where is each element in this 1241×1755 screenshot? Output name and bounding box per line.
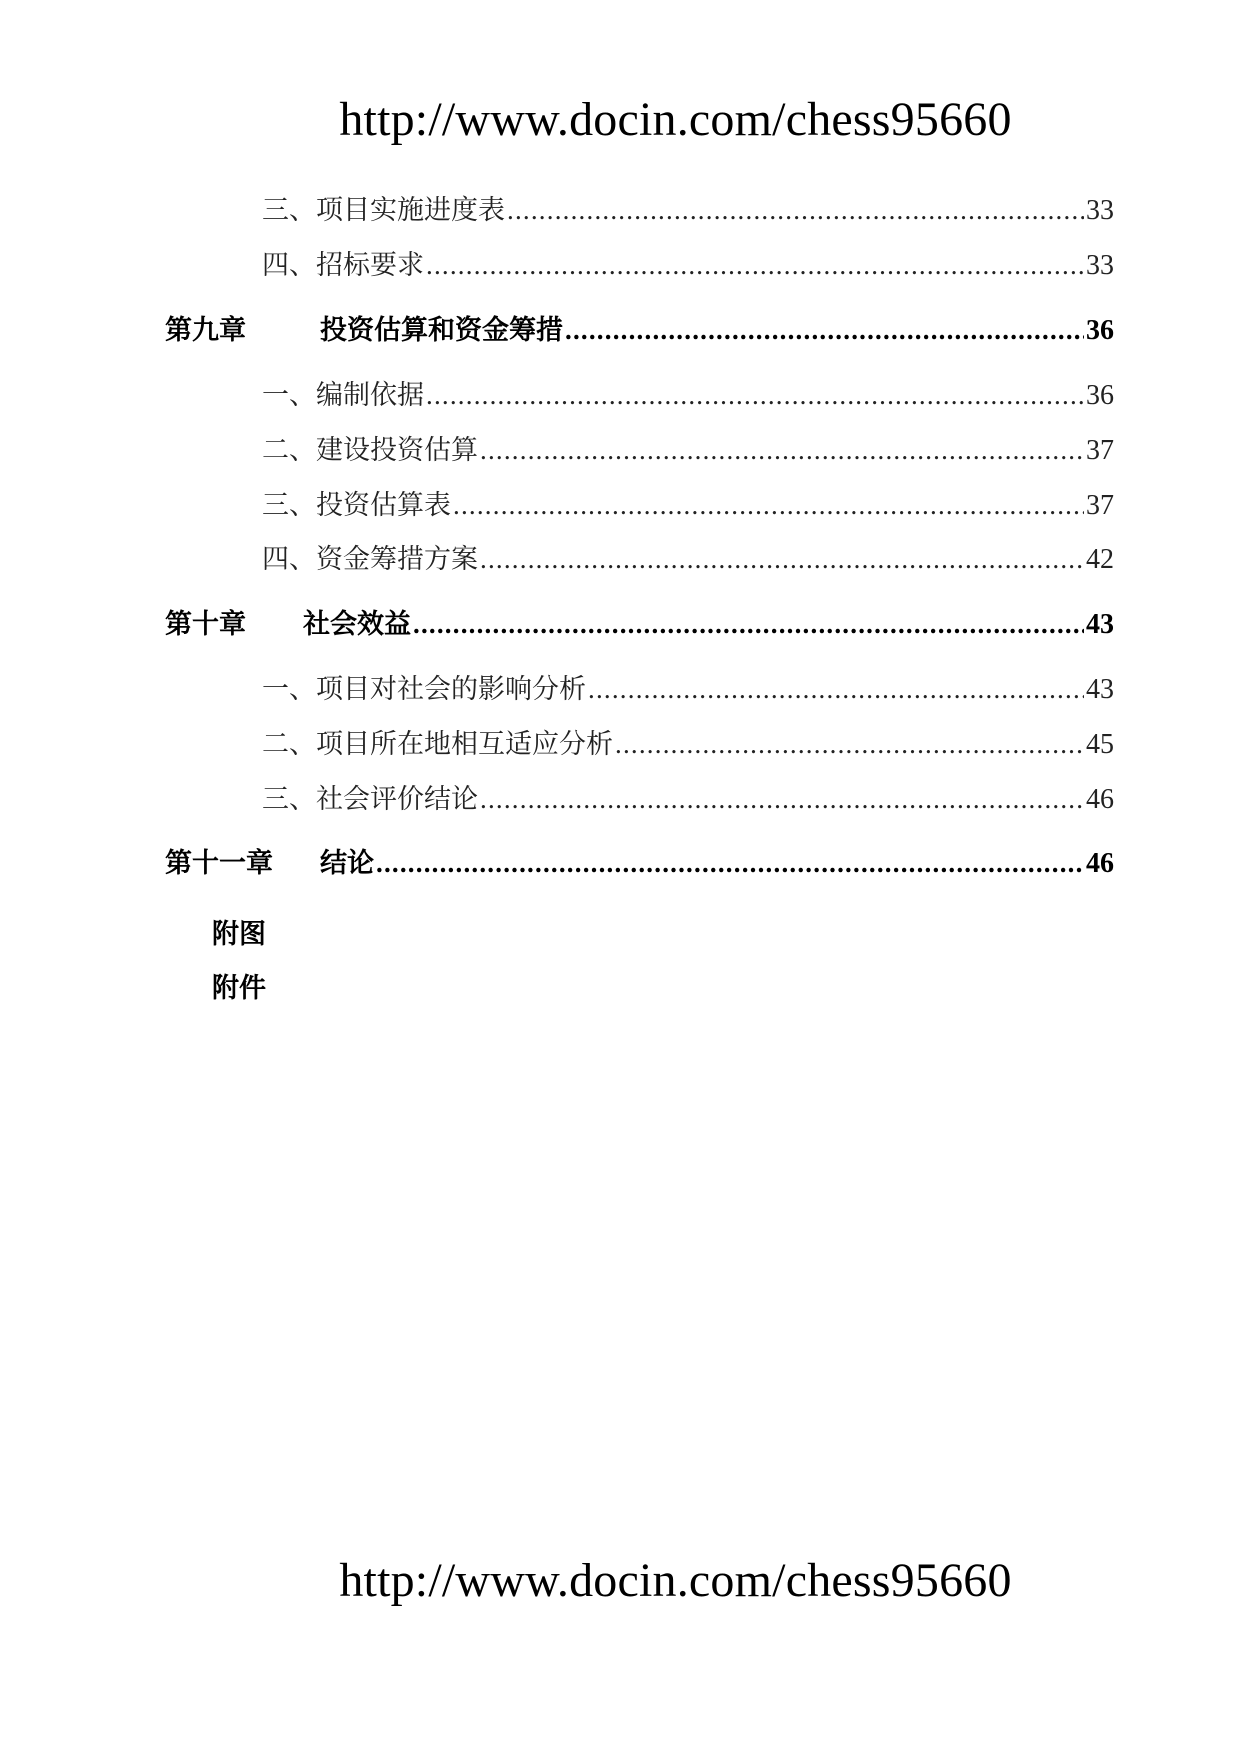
toc-page-number: 37 — [1086, 490, 1114, 521]
chapter-number: 第十章 — [165, 609, 246, 640]
toc-page-number: 46 — [1086, 848, 1114, 879]
toc-page-number: 33 — [1086, 195, 1114, 226]
toc-dot-leader — [453, 488, 1084, 522]
toc-entry-tender-requirements[interactable] — [262, 248, 1114, 283]
toc-entry-social-impact[interactable] — [262, 672, 1114, 707]
toc-dot-leader — [480, 433, 1084, 467]
toc-page-number: 36 — [1086, 380, 1114, 411]
toc-entry-project-schedule[interactable] — [262, 193, 1114, 228]
toc-entry-title: 二、项目所在地相互适应分析 — [262, 729, 613, 760]
watermark-url-bottom[interactable]: http://www.docin.com/chess95660 — [339, 1554, 1012, 1607]
appendix-figures[interactable]: 附图 — [212, 919, 266, 950]
toc-entry-mutual-adaptation[interactable] — [262, 727, 1114, 762]
toc-page-number: 36 — [1086, 315, 1114, 346]
chapter-title: 结论 — [320, 848, 374, 879]
toc-dot-leader — [426, 248, 1084, 282]
toc-page-number: 33 — [1086, 250, 1114, 281]
toc-page-number: 43 — [1086, 609, 1114, 640]
toc-dot-leader — [507, 193, 1084, 227]
toc-dot-leader — [480, 782, 1084, 816]
chapter-number: 第十一章 — [165, 848, 273, 879]
toc-entry-title: 二、建设投资估算 — [262, 435, 478, 466]
chapter-number: 第九章 — [165, 315, 246, 346]
toc-entry-social-evaluation[interactable] — [262, 782, 1114, 817]
toc-entry-title: 三、社会评价结论 — [262, 784, 478, 815]
toc-entry-funding-plan[interactable] — [262, 542, 1114, 577]
toc-entry-title: 四、招标要求 — [262, 250, 424, 281]
toc-page-number: 45 — [1086, 729, 1114, 760]
toc-dot-leader — [480, 542, 1084, 576]
toc-dot-leader — [615, 727, 1084, 761]
toc-chapter-10[interactable] — [165, 607, 1114, 642]
toc-dot-leader — [565, 313, 1084, 347]
toc-entry-title: 三、项目实施进度表 — [262, 195, 505, 226]
toc-entry-title: 四、资金筹措方案 — [262, 544, 478, 575]
toc-page-number: 43 — [1086, 674, 1114, 705]
toc-entry-title: 一、项目对社会的影响分析 — [262, 674, 586, 705]
toc-chapter-9[interactable] — [165, 313, 1114, 348]
toc-dot-leader — [426, 378, 1084, 412]
chapter-title: 社会效益 — [303, 609, 411, 640]
toc-entry-title: 一、编制依据 — [262, 380, 424, 411]
toc-page-number: 42 — [1086, 544, 1114, 575]
toc-dot-leader — [413, 607, 1084, 641]
watermark-url-top[interactable]: http://www.docin.com/chess95660 — [339, 93, 1012, 146]
toc-entry-investment-table[interactable] — [262, 488, 1114, 523]
toc-page-number: 37 — [1086, 435, 1114, 466]
toc-entry-compilation-basis[interactable] — [262, 378, 1114, 413]
toc-page-number: 46 — [1086, 784, 1114, 815]
toc-chapter-11[interactable] — [165, 846, 1114, 881]
toc-entry-construction-investment[interactable] — [262, 433, 1114, 468]
chapter-title: 投资估算和资金筹措 — [320, 315, 563, 346]
toc-dot-leader — [588, 672, 1084, 706]
toc-entry-title: 三、投资估算表 — [262, 490, 451, 521]
appendix-attachments[interactable]: 附件 — [212, 973, 266, 1004]
toc-dot-leader — [376, 846, 1084, 880]
